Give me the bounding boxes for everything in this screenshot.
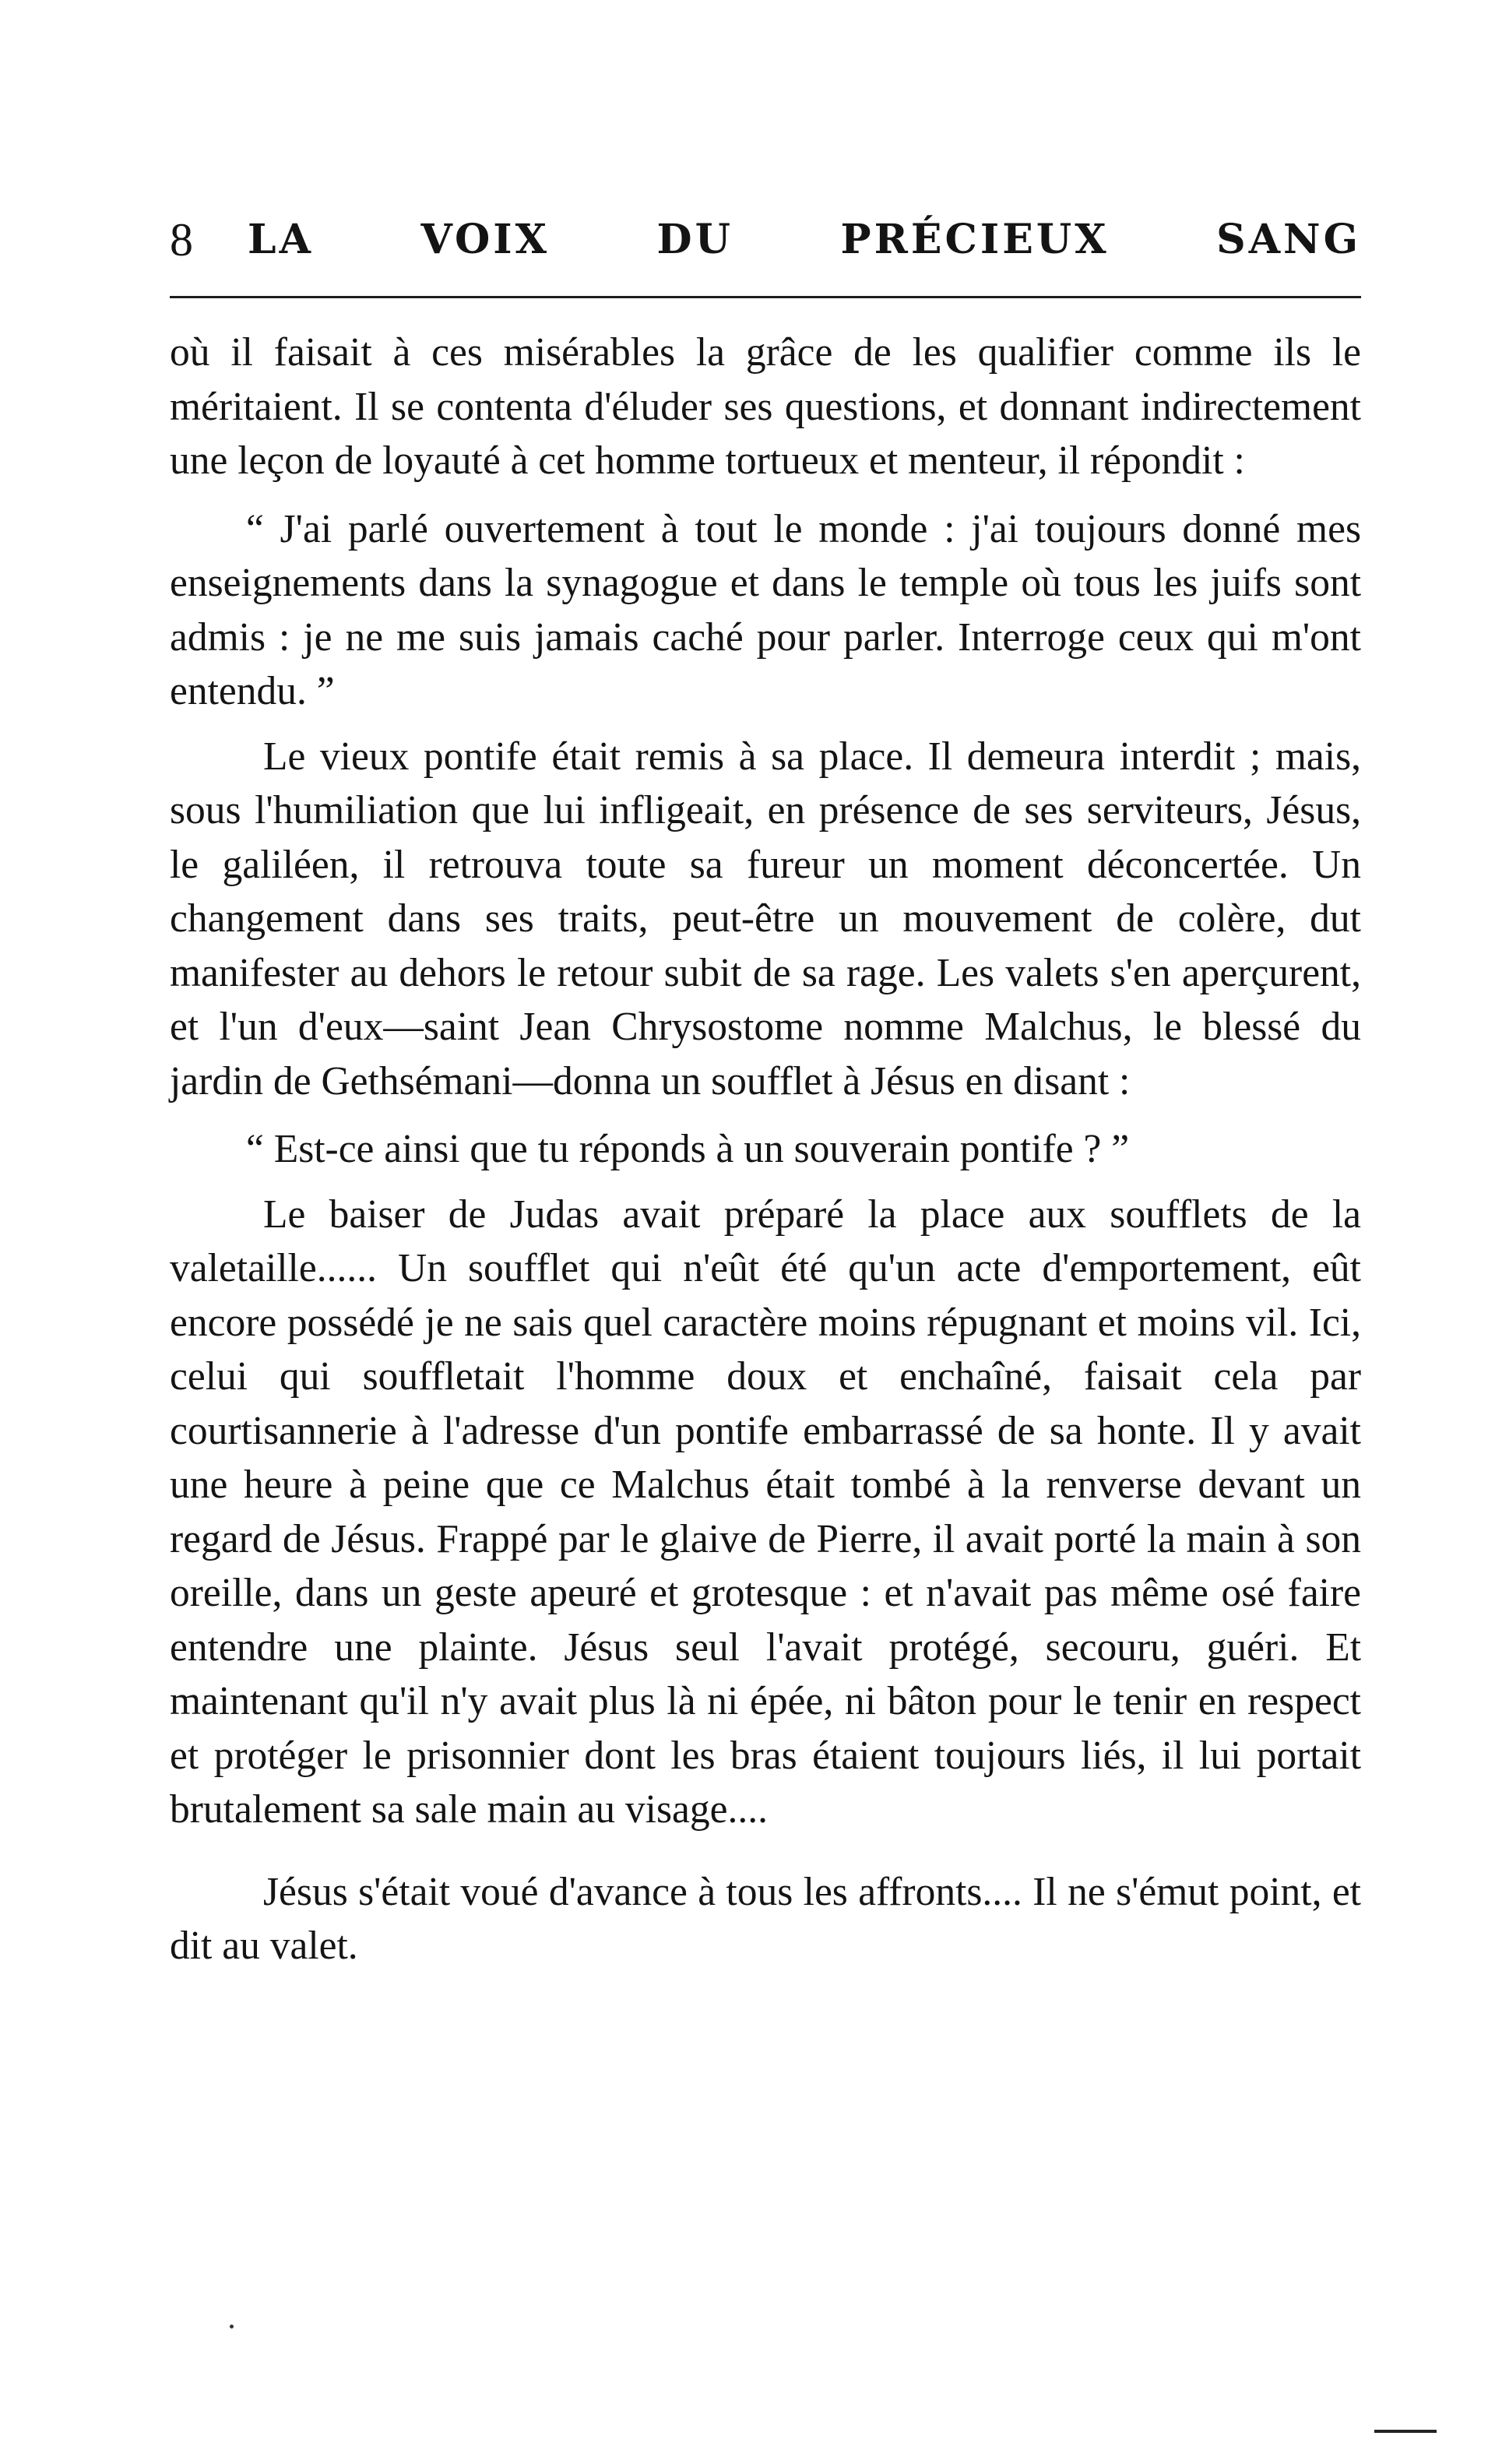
header-rule	[170, 296, 1361, 298]
paragraph-4: Jésus s'était voué d'avance à tous les affronts.... Il ne s'émut point, et dit au valet.	[170, 1869, 1361, 1968]
quotation-1: “ J'ai parlé ouvertement à tout le monde : j'ai toujours donné mes enseignements dans la synagogue et dans le temple où tous les juifs sont admis : je ne me suis jamais caché pour parler. Interroge ceux qui m'ont entendu. ”	[170, 506, 1361, 713]
footer-rule	[1374, 2430, 1437, 2433]
paragraph-3: Le baiser de Judas avait préparé la place aux soufflets de la valetaille...... Un soufflet qui n'eût été qu'un acte d'emportement, eût encore possédé je ne sais quel caractère moins répugnant et moins vil. Ici, celui qui souffletait l'homme doux et enchaîné, faisait cela par courtisannerie à l'adresse d'un pontife embarrassé de sa honte. Il y avait une heure à peine que ce Malchus était tombé à la renverse devant un regard de Jésus. Frappé par le glaive de Pierre, il avait porté la main à son oreille, dans un geste apeuré et grotesque : et n'avait pas même osé faire entendre une plainte. Jésus seul l'avait protégé, secouru, guéri. Et maintenant qu'il n'y avait plus là ni épée, ni bâton pour le tenir en respect et protéger le prisonnier dont les bras étaient toujours liés, il lui portait brutalement sa sale main au visage....	[170, 1192, 1361, 1832]
page-header	[170, 209, 1361, 271]
body-text	[170, 326, 1361, 1973]
paragraph-1: où il faisait à ces misérables la grâce de les qualifier comme ils le méritaient. Il se contenta d'éluder ses questions, et donnant indirectement une leçon de loyauté à cet homme tortueux et menteur, il répondit :	[170, 330, 1361, 483]
running-head: LA VOIX DU PRÉCIEUX SANG	[248, 216, 1361, 263]
paragraph-2: Le vieux pontife était remis à sa place. Il demeura interdit ; mais, sous l'humiliation que lui infligeait, en présence de ses serviteurs, Jésus, le galiléen, il retrouva toute sa fureur un moment déconcertée. Un changement dans ses traits, peut-être un mouvement de colère, dut manifester au dehors le retour subit de sa rage. Les valets s'en aperçurent, et l'un d'eux—saint Jean Chrysostome nomme Malchus, le blessé du jardin de Gethsémani—donna un soufflet à Jésus en disant :	[170, 734, 1361, 1104]
page-number: 8	[170, 214, 193, 266]
print-speck	[230, 2325, 234, 2328]
quotation-2: “ Est-ce ainsi que tu réponds à un souverain pontife ? ”	[246, 1127, 1130, 1171]
